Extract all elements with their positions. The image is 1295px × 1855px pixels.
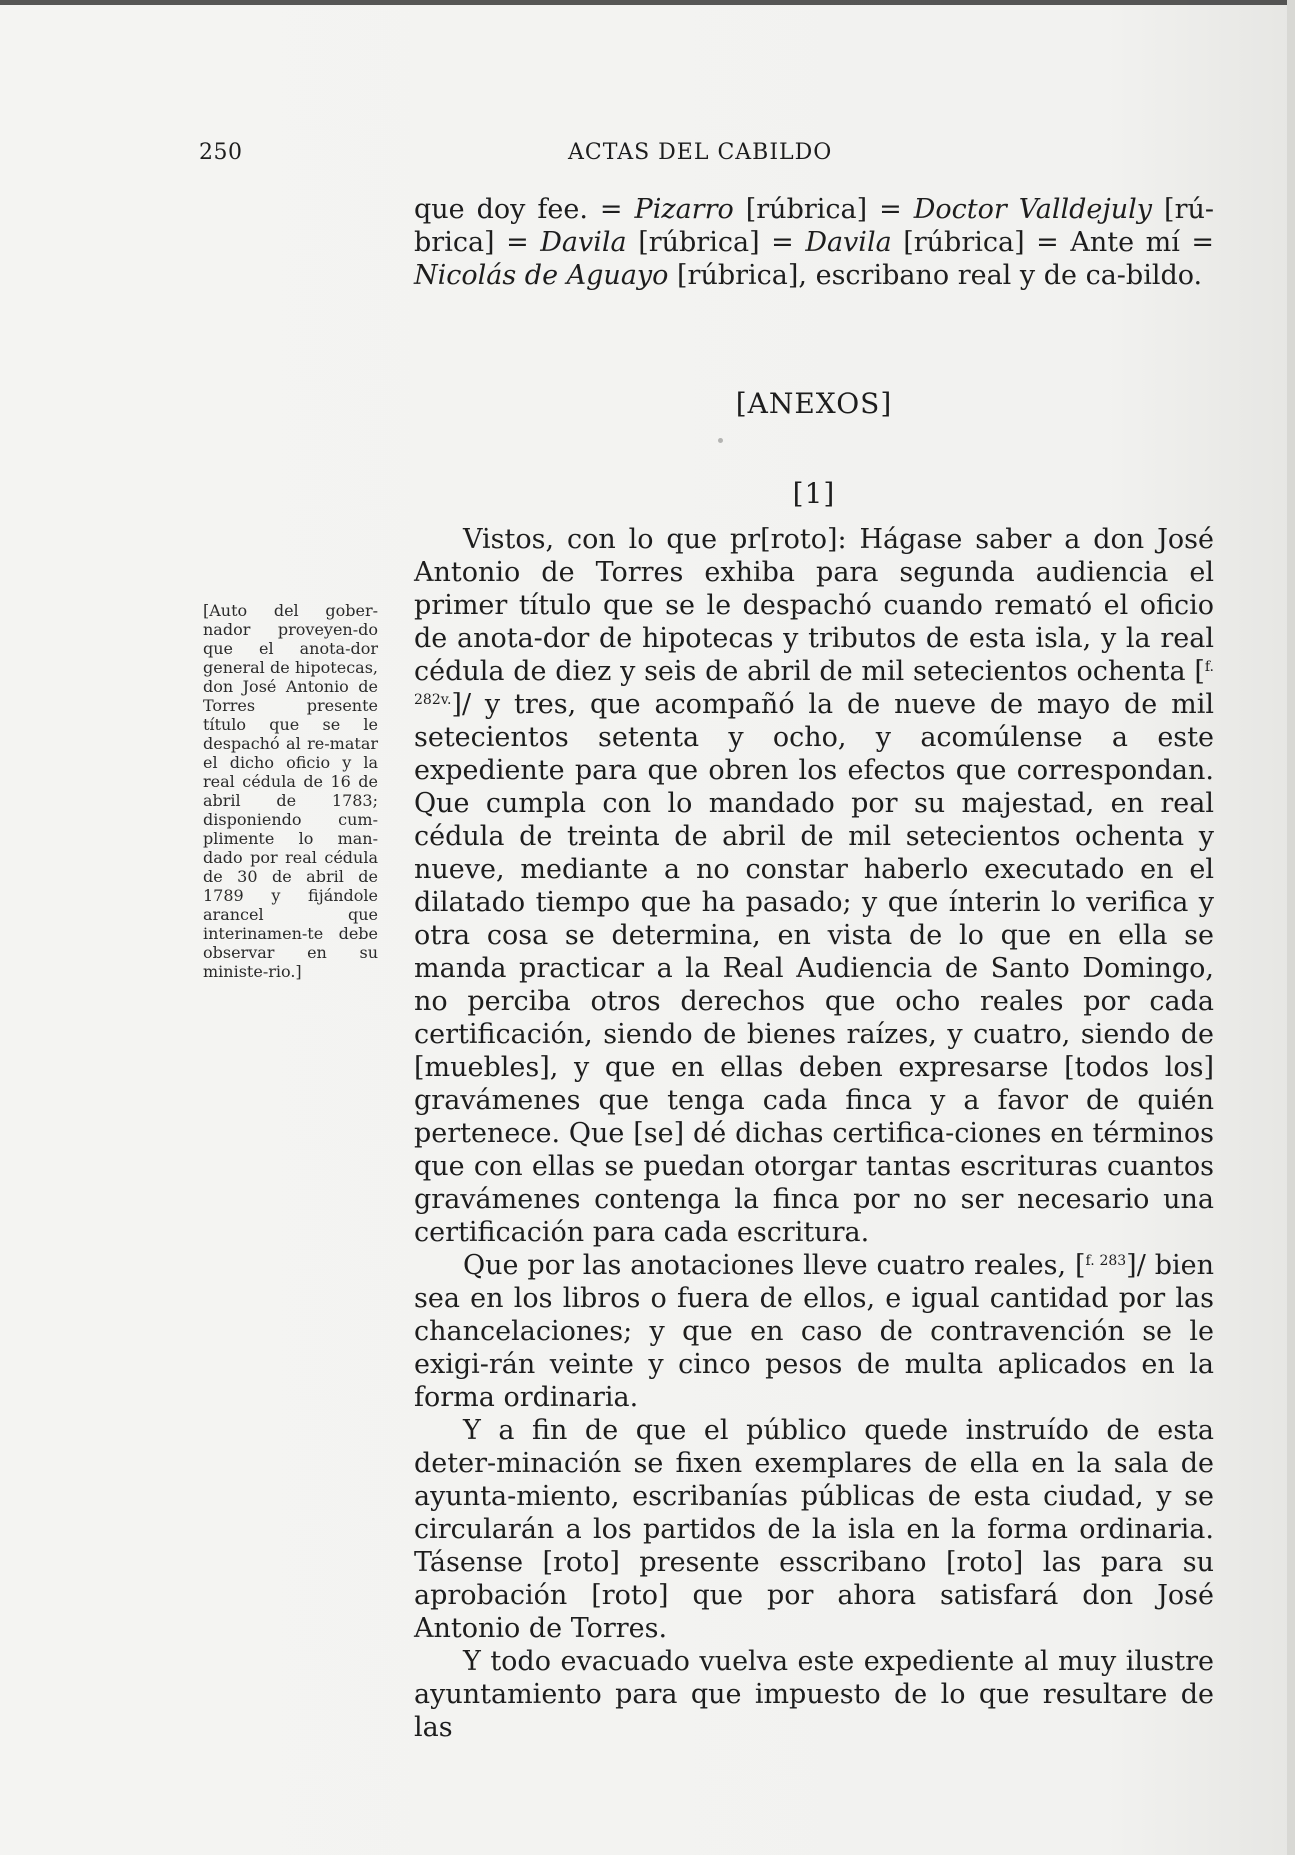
signatory-davila-1: Davila (540, 227, 627, 258)
paragraph-2 (414, 1249, 1214, 1414)
annexes-heading: [ANEXOS] (735, 387, 893, 420)
closing-text-5: [rúbrica] = Ante mí = (891, 227, 1214, 258)
paragraph-4: Y todo evacuado vuelva este expediente al muy ilustre ayuntamiento para que impuesto de lo que resultare de las (414, 1646, 1214, 1743)
closing-text-3: [rú-brica] = (414, 194, 1214, 258)
paragraph-3: Y a fin de que el público quede instruído de esta deter-minación se fixen exemplares de ella en la sala de ayunta-miento, escribanías públicas de esta ciudad, y se circularán a los partidos de la isla en la forma ordinaria. Tásense [roto] presente esscribano [roto] las para su aprobación [roto] que por ahora satisfará don José Antonio de Torres. (414, 1415, 1214, 1644)
folio-marker-283: f. 283 (1085, 1253, 1127, 1269)
annex-body (414, 523, 1214, 1744)
margin-note: [Auto del gober-nador proveyen-do que el anota-dor general de hipotecas, don José Antonio de Torres presente título que se le despachó al re-matar el dicho oficio y la real cédula de 16 de abril de 1783; disponiendo cum-plimente lo man-dado por real cédula de 30 de abril de 1789 y fijándole arancel que interinamen-te debe observar en su ministe-rio.] (203, 601, 378, 981)
paragraph-1 (414, 523, 1214, 1249)
paragraph-2-text-b: ]/ bien sea en los libros o fuera de ellos, e igual cantidad por las chancelaciones; y que en caso de contravención se le exigi-rán veinte y cinco pesos de multa aplicados en la forma ordinaria. (414, 1250, 1215, 1413)
closing-text-6: [rúbrica], escribano real y de ca-bildo. (668, 260, 1203, 291)
signatory-aguayo: Nicolás de Aguayo (414, 260, 669, 291)
paragraph-1-text-b: ]/ y tres, que acompañó la de nueve de mayo de mil setecientos setenta y ocho, y acomúlense a este expediente para que obren los efectos que correspondan. Que cumpla con lo mandado por su majestad, en real cédula de treinta de abril de mil setecientos ochenta y nueve, mediante a no constar haberlo executado en el dilatado tiempo que ha pasado; y que ínterin lo verifica y otra cosa se determina, en vista de lo que en ella se manda practicar a la Real Audiencia de Santo Domingo, no perciba otros derechos que ocho reales por cada certificación, siendo de bienes raízes, y cuatro, siendo de [muebles], y que en ellas deben expresarse [todos los] gravámenes que tenga cada finca y a favor de quién pertenece. Que [se] dé dichas certifica-ciones en términos que con ellas se puedan otorgar tantas escrituras cuantos gravámenes contenga la finca por no ser necesario una certificación para cada escritura. (414, 689, 1214, 1248)
signatory-davila-2: Davila (805, 227, 892, 258)
closing-text-2: [rúbrica] = (733, 194, 914, 225)
closing-text-1: que doy fee. = (414, 194, 635, 225)
page-number: 250 (199, 140, 243, 165)
running-title: ACTAS DEL CABILDO (568, 140, 833, 165)
closing-text-4: [rúbrica] = (626, 227, 806, 258)
right-page-edge (1287, 0, 1295, 1855)
closing-paragraph (414, 193, 1214, 292)
paragraph-2-text-a: Que por las anotaciones lleve cuatro reales, [ (463, 1250, 1086, 1281)
paper-speck (718, 438, 723, 443)
folio-marker-282v: f. 282v. (414, 659, 1214, 708)
top-edge-shadow (0, 0, 1295, 5)
annex-number: [1] (792, 477, 836, 510)
signatory-pizarro: Pizarro (634, 194, 734, 225)
signatory-valldejuly: Doctor Valldejuly (913, 194, 1153, 225)
paragraph-1-text-a: Vistos, con lo que pr[roto]: Hágase saber a don José Antonio de Torres exhiba para segunda audiencia el primer título que se le despachó cuando remató el oficio de anota-dor de hipotecas y tributos de esta isla, y la real cédula de diez y seis de abril de mil setecientos ochenta [ (414, 524, 1214, 687)
